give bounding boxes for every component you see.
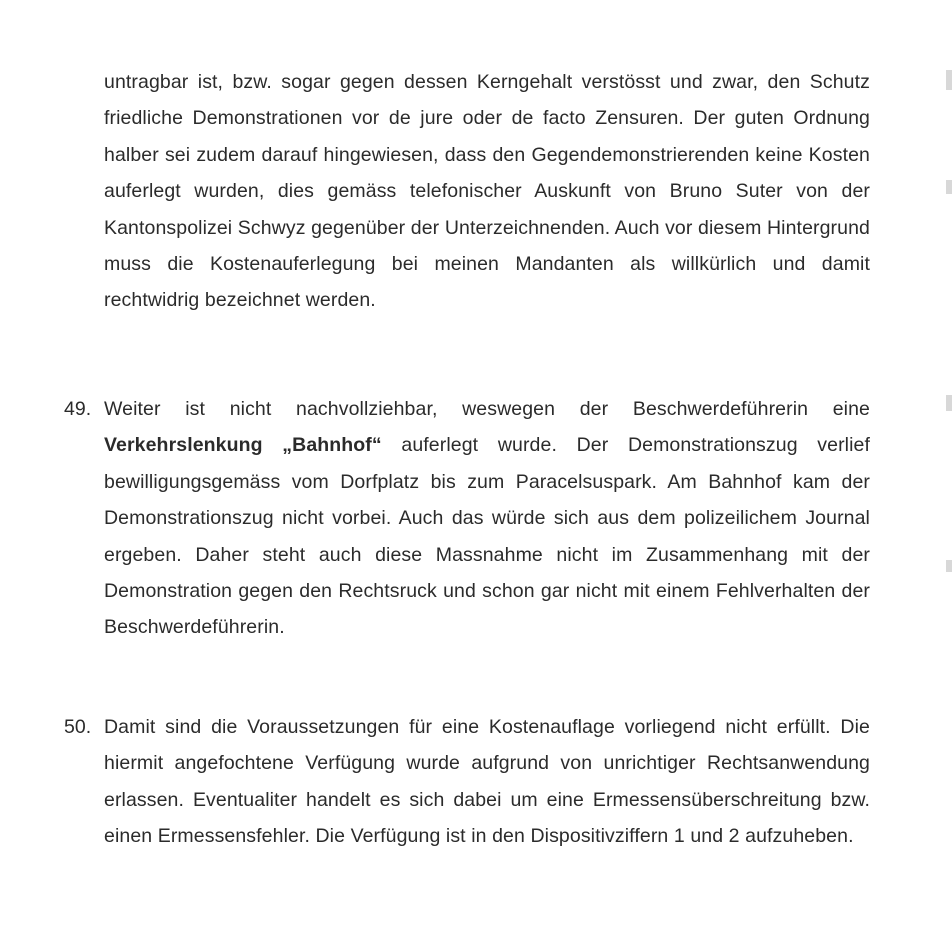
paragraph-text-before: Weiter ist nicht nachvollziehbar, weswegen der Beschwerdeführerin eine [104, 398, 870, 420]
paragraph-50 [104, 709, 870, 855]
scan-edge-mark [946, 560, 952, 572]
paragraph-text: untragbar ist, bzw. sogar gegen dessen Kerngehalt verstösst und zwar, den Schutz friedliche Demonstrationen vor de jure oder de facto Zensuren. Der guten Ordnung halber sei zudem darauf hingewiesen, dass den Gegendemonstrierenden keine Kosten auferlegt wurden, dies gemäss telefonischer Auskunft von Bruno Suter von der Kantonspolizei Schwyz gegenüber der Unterzeichnenden. Auch vor diesem Hintergrund muss die Kostenauferlegung bei meinen Mandanten als willkürlich und damit rechtwidrig bezeichnet werden. [104, 71, 870, 312]
paragraph-continuation [104, 64, 870, 319]
paragraph-49 [104, 391, 870, 646]
paragraph-text [104, 391, 870, 646]
emphasized-term: Verkehrslenkung „Bahnhof“ [104, 434, 382, 457]
paragraph-text: Damit sind die Voraussetzungen für eine Kostenauflage vorliegend nicht erfüllt. Die hiermit angefochtene Verfügung wurde aufgrund von unrichtiger Rechtsanwendung erlassen. Eventualiter handelt es sich dabei um eine Ermessensüberschreitung bzw. einen Ermessensfehler. Die Verfügung ist in den Dispositivziffern 1 und 2 aufzuheben. [104, 716, 870, 848]
paragraph-text-after: auferlegt wurde. Der Demonstrationszug verlief bewilligungsgemäss vom Dorfplatz bis zum Paracelsuspark. Am Bahnhof kam der Demonstrationszug nicht vorbei. Auch das würde sich aus dem polizeilichem Journal ergeben. Daher steht auch diese Massnahme nicht im Zusammenhang mit der Demonstration gegen den Rechtsruck und schon gar nicht mit einem Fehlverhalten der Beschwerdeführerin. [104, 434, 871, 639]
scan-edge-mark [946, 180, 952, 194]
paragraph-number: 49. [64, 398, 92, 420]
paragraph-number: 50. [64, 716, 92, 738]
scan-edge-mark [946, 395, 952, 411]
scan-edge-mark [946, 70, 952, 90]
